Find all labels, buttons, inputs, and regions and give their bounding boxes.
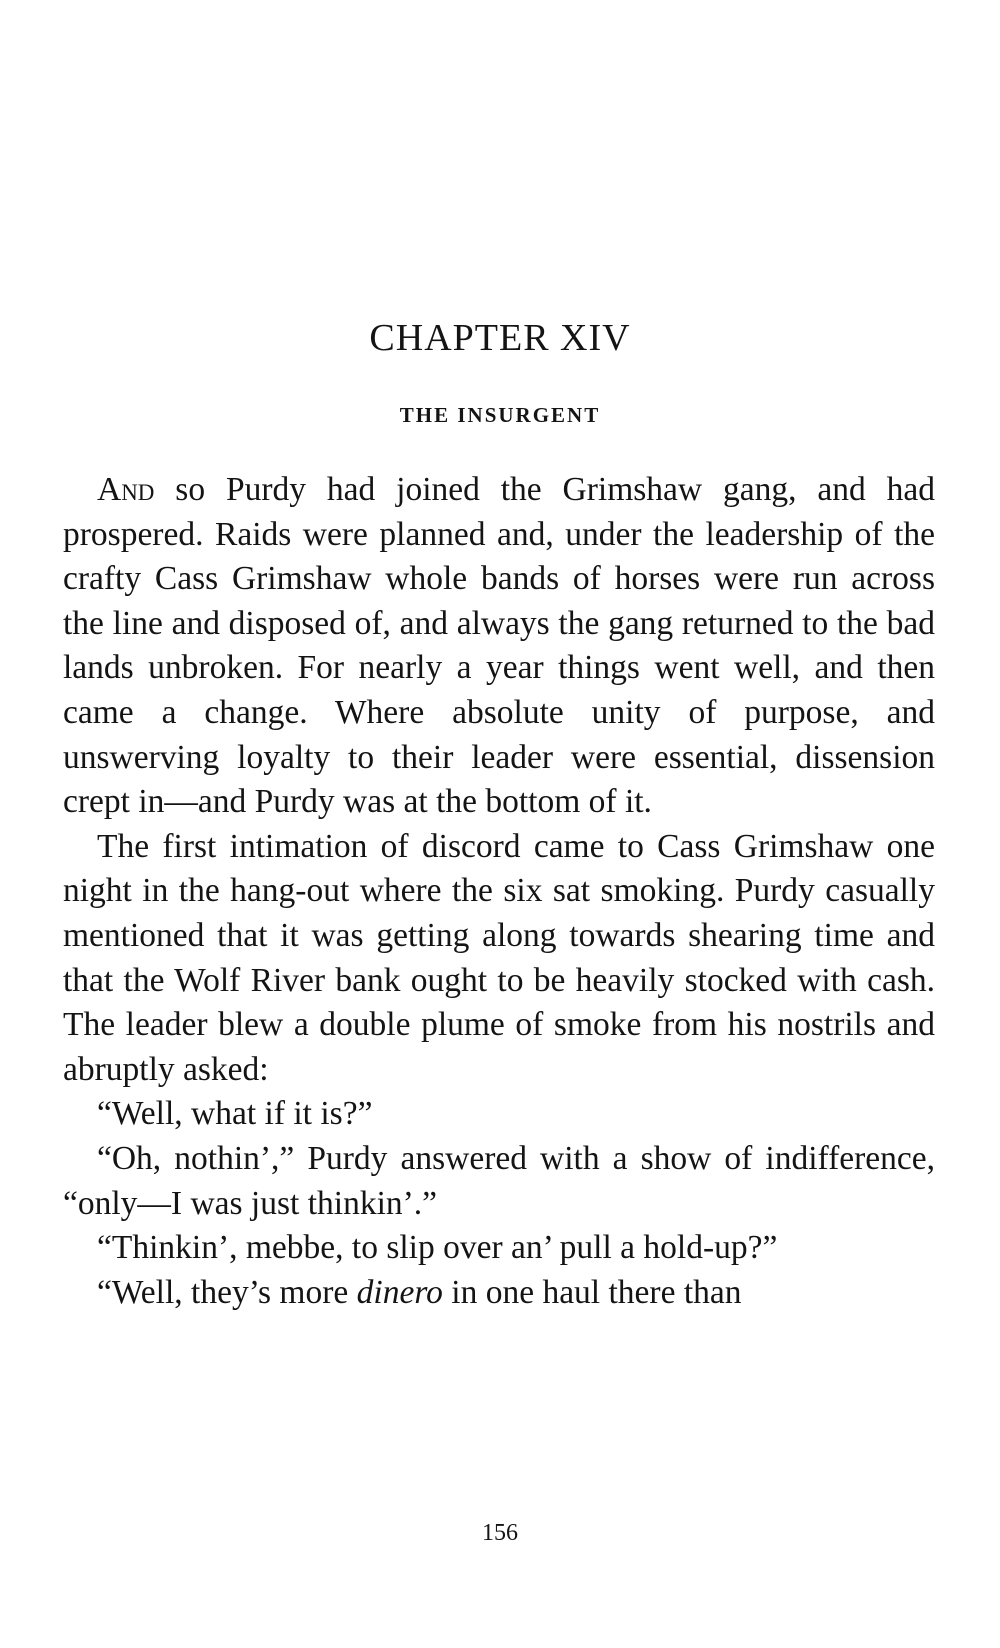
italic-word: dinero xyxy=(356,1273,443,1311)
paragraph xyxy=(63,468,935,825)
body-text xyxy=(63,468,935,1315)
paragraph: “Well, what if it is?” xyxy=(97,1095,373,1133)
paragraph: “Thinkin’, mebbe, to slip over an’ pull a hold-up?” xyxy=(97,1229,778,1267)
chapter-heading: CHAPTER XIV xyxy=(369,317,631,359)
page-number: 156 xyxy=(482,1520,518,1546)
paragraph-text: “Well, they’s more xyxy=(97,1273,357,1311)
paragraph: “Oh, nothin’,” Purdy answered with a show of indifference, “only—I was just thinkin’.” xyxy=(63,1139,935,1222)
paragraph-text: so Purdy had joined the Grimshaw gang, and had prospered. Raids were planned and, under the leadership of the crafty Cass Grimshaw whole bands of horses were run across the line and disposed of, and always the gang returned to the bad lands unbroken. For nearly a year things went well, and then came a change. Where absolute unity of purpose, and unswerving loyalty to their leader were essential, dissension crept in—and Purdy was at the bottom of it. xyxy=(63,471,935,821)
paragraph-lead-word: And xyxy=(97,471,155,508)
paragraph-text: in one haul there than xyxy=(442,1273,742,1311)
paragraph xyxy=(63,1271,935,1316)
chapter-subtitle: THE INSURGENT xyxy=(399,403,601,427)
paragraph: The first intimation of discord came to Cass Grimshaw one night in the hang-out where the six sat smoking. Purdy casually mentioned that it was getting along towards shearing time and that the Wolf River bank ought to be heavily stocked with cash. The leader blew a double plume of smoke from his nostrils and abruptly asked: xyxy=(63,827,935,1088)
